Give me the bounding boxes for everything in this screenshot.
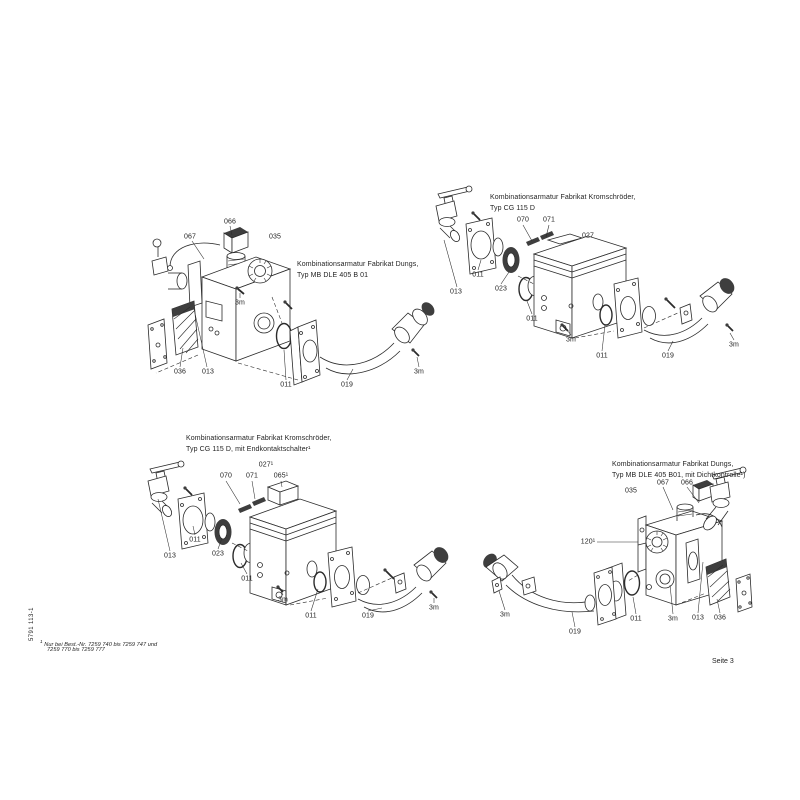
diagram-kromschroeder-cg-115-d [430,180,760,365]
part-label: 071 [246,472,258,480]
filter-sieve [706,559,730,605]
valve-body [202,257,290,361]
part-label: 071 [543,216,555,224]
mounting-plate [736,574,752,612]
part-label: 067 [657,479,669,487]
footnote-line-1: $^1$ Nur bei Best.-Nr. 7259 740 bis 7259 747 und [40,639,158,648]
diagram-title: Kombinationsarmatur Fabrikat Dungs, Typ MB DLE 405 B 01 [297,261,419,279]
gas-pipe-bend [644,275,737,343]
part-label: 019 [362,612,374,620]
diagram-dungs-mb-dle-405 [140,205,440,395]
outlet-flange [290,320,320,385]
part-label: 3m [566,336,576,344]
part-label: 067 [184,233,196,241]
part-label: 011 [305,612,317,620]
part-label: 066 [681,479,693,487]
part-label: 023 [495,285,507,293]
solenoid-coils [526,231,554,246]
page-number: Seite 3 [712,658,734,665]
part-label: 011 [241,575,253,583]
part-label: 013 [692,614,704,622]
part-label: 070 [517,216,529,224]
part-label: 011 [189,536,201,544]
footnote-line-2: 7259 770 bis 7259 777 [47,647,105,653]
outlet-flange-plate [328,547,356,607]
part-label: 027 [582,232,594,240]
pipe-flange-plates [585,563,626,625]
regulator-cap [248,259,272,283]
part-label: 023 [212,550,224,558]
gas-pipe-bend [320,300,437,374]
diagram-dungs-mb-dle-405-dichtkontrolle [460,455,770,645]
outlet-flange-plate [614,278,642,338]
part-label: 019 [341,381,353,389]
part-label: 011 [280,381,292,389]
sight-port [254,313,274,333]
diagram-title: Kombinationsarmatur Fabrikat Kromschröder, Typ CG 115 D, mit Endkontaktschalter¹ [186,435,332,453]
diagram-title: Kombinationsarmatur Fabrikat Kromschröder, Typ CG 115 D [490,194,636,212]
part-label: 013 [202,368,214,376]
part-label: 3m [729,341,739,349]
mounting-plate [148,319,167,369]
document-number: 5791 113-1 [29,607,35,641]
part-label: 011 [526,315,538,323]
gas-pipe-bend [358,544,451,612]
regulator-cap [646,531,668,553]
exploded-view-illustration [140,425,460,630]
part-label: 011 [596,352,608,360]
spacer-ring [205,513,215,531]
inlet-flange-plate [466,218,496,274]
part-label: 035 [269,233,281,241]
pipe-nut [643,307,656,326]
part-label: 3m [668,615,678,623]
footnote-marker: 1 [40,639,43,644]
part-label: 019 [569,628,581,636]
part-label: 036 [174,368,186,376]
solenoid-connector [693,480,713,501]
part-label: 3m [414,368,424,376]
part-label: 011 [630,615,642,623]
solenoid-coils [238,497,266,513]
diagram-title: Kombinationsarmatur Fabrikat Dungs, Typ MB DLE 405 B01, mit Dichtkontrolle¹) [612,461,746,479]
o-ring [625,571,640,595]
part-label: 019 [662,352,674,360]
part-label: 3m [278,596,288,604]
part-label: 013 [164,552,176,560]
part-label: 036 [714,614,726,622]
pipe-nut [357,576,370,595]
part-label: 120¹ [580,538,596,546]
spacer-ring [493,238,503,256]
part-label: 065¹ [273,472,289,480]
part-label: 035 [625,487,637,495]
part-label: 013 [450,288,462,296]
dichtkontrolle-module [638,516,646,572]
solenoid-connector [224,227,248,253]
inlet-fittings [152,239,202,307]
part-label: 3m [235,299,245,307]
part-label: 066 [224,218,236,226]
diagram-kromschroeder-cg-115-d-endkontaktschalter [140,425,460,630]
valve-body [250,499,336,605]
part-label: 027¹ [258,461,274,469]
part-label: 070 [220,472,232,480]
gasket [503,247,520,273]
outlet-flange [686,539,700,583]
part-label: 3m [429,604,439,612]
gas-pipe-bend [480,551,594,612]
part-label: 011 [472,271,484,279]
part-label: 3m [500,611,510,619]
valve-body [534,234,626,338]
gasket [215,519,232,545]
